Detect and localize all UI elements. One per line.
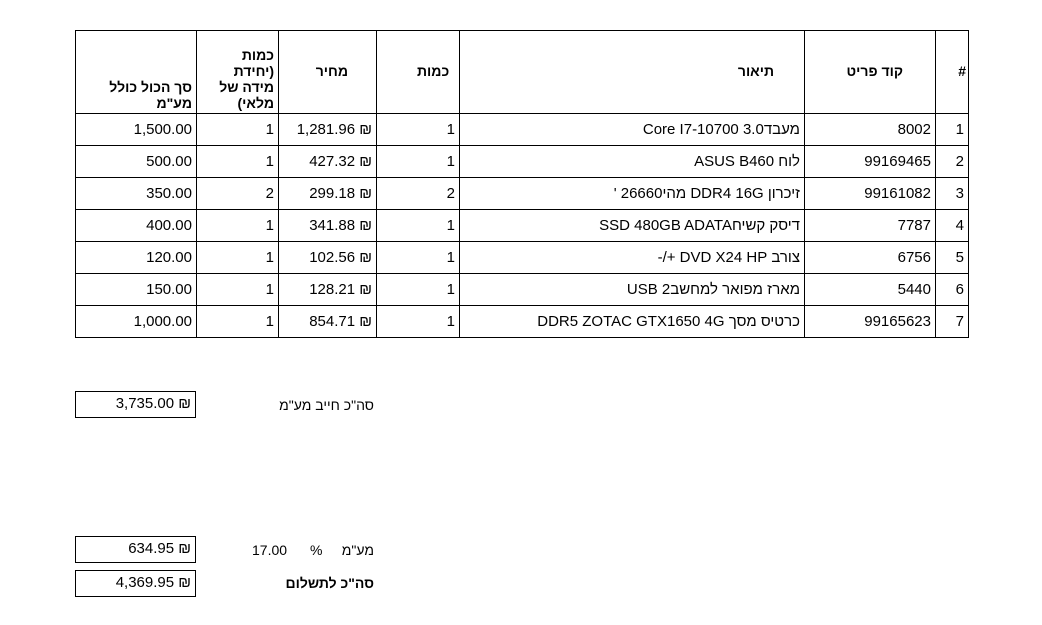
cell-description: מארז מפואר למחשבUSB 2: [460, 274, 805, 306]
cell-item-code: 5440: [805, 274, 936, 306]
table-row: [76, 274, 969, 306]
vat-value: ₪ 634.95: [75, 536, 196, 563]
cell-price: ₪ 341.88: [279, 210, 377, 242]
total-value: ₪ 4,369.95: [75, 570, 196, 597]
cell-index: 1: [936, 114, 969, 146]
cell-item-code: 99165623: [805, 306, 936, 338]
cell-total: 500.00: [76, 146, 197, 178]
table-row: [76, 242, 969, 274]
cell-price: ₪ 299.18: [279, 178, 377, 210]
cell-price: ₪ 102.56: [279, 242, 377, 274]
cell-description: דיסק קשיחSSD 480GB ADATA: [460, 210, 805, 242]
vat-rate: 17.00: [252, 542, 288, 558]
cell-stock-qty: 1: [197, 242, 279, 274]
cell-item-code: 6756: [805, 242, 936, 274]
cell-total: 1,500.00: [76, 114, 197, 146]
total-label: סה"כ לתשלום: [285, 575, 374, 591]
cell-index: 7: [936, 306, 969, 338]
cell-stock-qty: 1: [197, 306, 279, 338]
cell-total: 120.00: [76, 242, 197, 274]
cell-item-code: 99161082: [805, 178, 936, 210]
header-index: #: [936, 31, 969, 114]
items-table: [75, 30, 969, 338]
table-row: [76, 114, 969, 146]
table-header-row: [76, 31, 969, 114]
cell-price: ₪ 1,281.96: [279, 114, 377, 146]
cell-total: 400.00: [76, 210, 197, 242]
cell-stock-qty: 1: [197, 114, 279, 146]
cell-stock-qty: 1: [197, 210, 279, 242]
cell-index: 2: [936, 146, 969, 178]
cell-price: ₪ 427.32: [279, 146, 377, 178]
subtotal-value: ₪ 3,735.00: [75, 391, 196, 418]
cell-quantity: 1: [377, 146, 460, 178]
header-description: תיאור: [460, 31, 805, 114]
header-price: מחיר: [279, 31, 377, 114]
cell-description: מעבד3.0 Core I7-10700: [460, 114, 805, 146]
vat-percent-sign: %: [310, 542, 323, 558]
cell-quantity: 2: [377, 178, 460, 210]
cell-description: צורב DVD X24 HP +/-: [460, 242, 805, 274]
cell-total: 1,000.00: [76, 306, 197, 338]
cell-item-code: 8002: [805, 114, 936, 146]
cell-stock-qty: 1: [197, 274, 279, 306]
header-total: סך הכול כולל מע"מ: [76, 31, 197, 114]
table-row: [76, 306, 969, 338]
cell-index: 4: [936, 210, 969, 242]
cell-quantity: 1: [377, 114, 460, 146]
cell-quantity: 1: [377, 242, 460, 274]
cell-item-code: 7787: [805, 210, 936, 242]
subtotal-label: סה"כ חייב מע"מ: [279, 397, 374, 413]
cell-quantity: 1: [377, 210, 460, 242]
cell-description: זיכרון DDR4 16G מהי26660 ': [460, 178, 805, 210]
vat-label: מע"מ: [341, 542, 374, 558]
cell-total: 350.00: [76, 178, 197, 210]
cell-description: כרטיס מסך DDR5 ZOTAC GTX1650 4G: [460, 306, 805, 338]
table-row: [76, 210, 969, 242]
cell-price: ₪ 128.21: [279, 274, 377, 306]
cell-stock-qty: 2: [197, 178, 279, 210]
cell-total: 150.00: [76, 274, 197, 306]
cell-index: 5: [936, 242, 969, 274]
table-row: [76, 146, 969, 178]
cell-index: 6: [936, 274, 969, 306]
header-item-code: קוד פריט: [805, 31, 936, 114]
table-row: [76, 178, 969, 210]
cell-item-code: 99169465: [805, 146, 936, 178]
cell-index: 3: [936, 178, 969, 210]
header-quantity: כמות: [377, 31, 460, 114]
cell-quantity: 1: [377, 306, 460, 338]
cell-description: לוח ASUS B460: [460, 146, 805, 178]
cell-stock-qty: 1: [197, 146, 279, 178]
cell-quantity: 1: [377, 274, 460, 306]
header-stock-qty: כמות (יחידת מידה של מלאי): [197, 31, 279, 114]
cell-price: ₪ 854.71: [279, 306, 377, 338]
